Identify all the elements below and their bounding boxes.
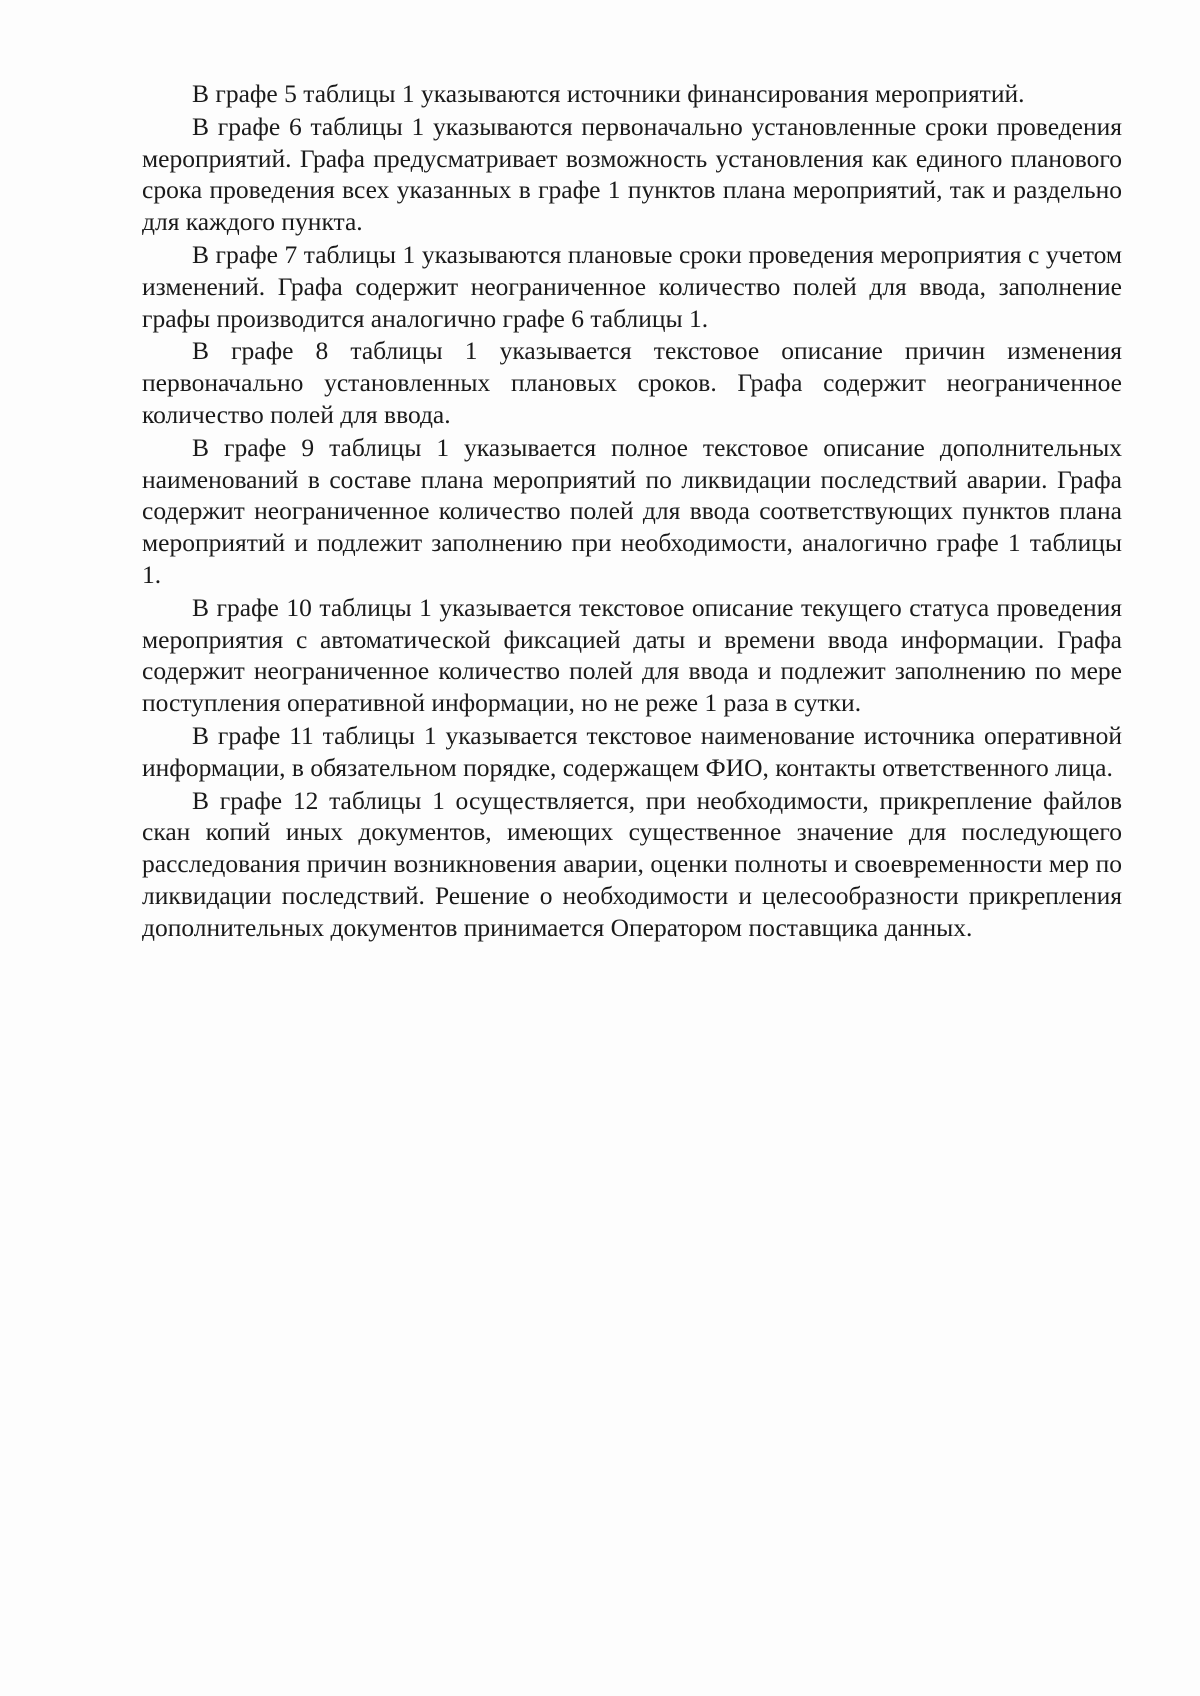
paragraph-column-7: В графе 7 таблицы 1 указываются плановые сроки проведения мероприятия с учетом изменений. Графа содержит неограниченное количество полей для ввода, заполнение графы производится аналогично графе 6 таблицы 1. xyxy=(142,239,1122,333)
paragraph-column-8: В графе 8 таблицы 1 указывается текстовое описание причин изменения первоначально установленных плановых сроков. Графа содержит неограниченное количество полей для ввода. xyxy=(142,336,1122,429)
paragraph-column-6: В графе 6 таблицы 1 указываются первоначально установленные сроки проведения мероприятий. Графа предусматривает возможность установления как единого планового срока проведения всех указанных в графе 1 пунктов плана мероприятий, так и раздельно для каждого пункта. xyxy=(142,111,1122,237)
paragraph-column-9: В графе 9 таблицы 1 указывается полное текстовое описание дополнительных наименований в составе плана мероприятий по ликвидации последствий аварии. Графа содержит неограниченное количество полей для ввода соответствующих пунктов плана мероприятий и подлежит заполнению при необходимости, аналогично графе 1 таблицы 1. xyxy=(142,432,1122,589)
paragraph-column-10: В графе 10 таблицы 1 указывается текстовое описание текущего статуса проведения мероприятия с автоматической фиксацией даты и времени ввода информации. Графа содержит неограниченное количество полей для ввода и подлежит заполнению по мере поступления оперативной информации, но не реже 1 раза в сутки. xyxy=(142,592,1122,718)
paragraph-column-11: В графе 11 таблицы 1 указывается текстовое наименование источника оперативной информации, в обязательном порядке, содержащем ФИО, контакты ответственного лица. xyxy=(142,720,1122,782)
paragraph-column-5: В графе 5 таблицы 1 указываются источники финансирования мероприятий. xyxy=(192,79,1025,108)
paragraph-column-12: В графе 12 таблицы 1 осуществляется, при необходимости, прикрепление файлов скан копий иных документов, имеющих существенное значение для последующего расследования причин возникновения аварии, оценки полноты и своевременности мер по ликвидации последствий. Решение о необходимости и целесообразности прикрепления дополнительных документов принимается Оператором поставщика данных. xyxy=(142,785,1122,942)
document-body xyxy=(142,78,1122,945)
